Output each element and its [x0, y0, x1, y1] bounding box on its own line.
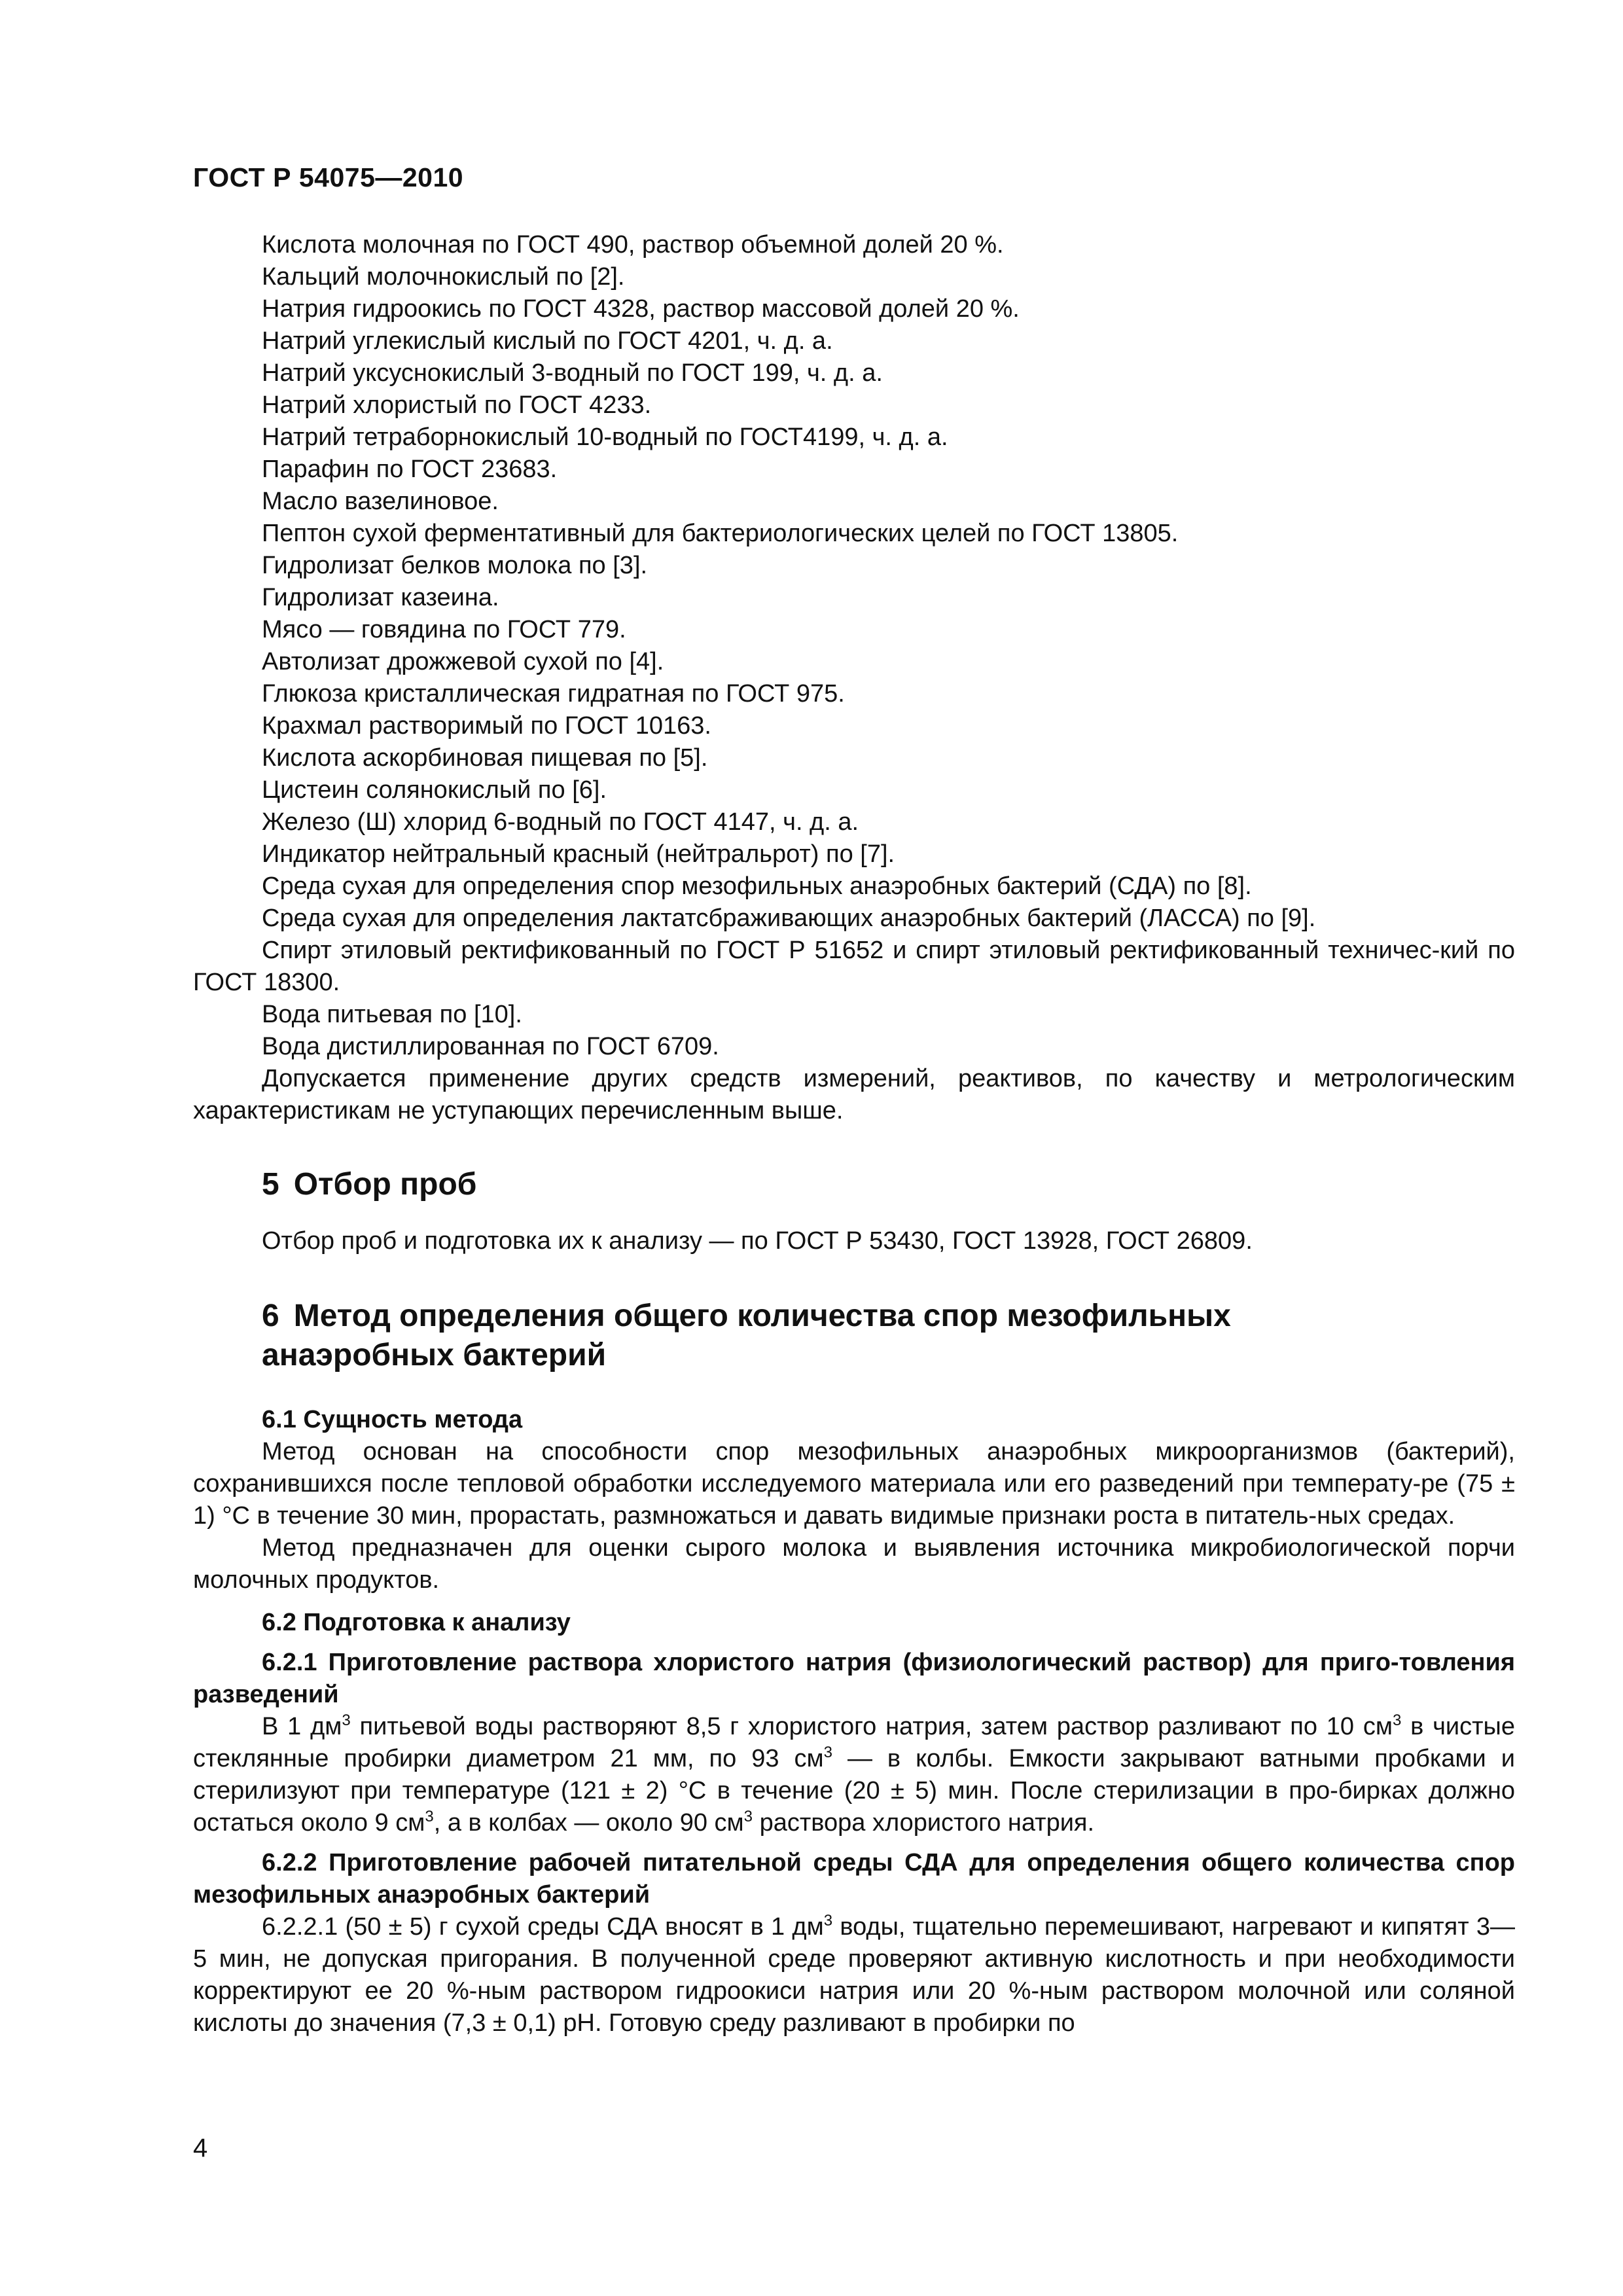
list-item: Среда сухая для определения спор мезофильных анаэробных бактерий (СДА) по [8]. [262, 872, 1252, 900]
list-item: Натрий уксуснокислый 3-водный по ГОСТ 199, ч. д. а. [262, 359, 883, 387]
section-title: Отбор проб [293, 1167, 477, 1202]
subsection-6-2-2-title: 6.2.2 Приготовление рабочей питательной среды СДА для определения общего количества спор мезофильных анаэробных бактерий [193, 1849, 1515, 1909]
list-item: Кислота молочная по ГОСТ 490, раствор объемной долей 20 %. [262, 231, 1004, 259]
list-item: Мясо — говядина по ГОСТ 779. [262, 616, 626, 643]
materials-list [193, 229, 1515, 1127]
list-item: Железо (Ш) хлорид 6-водный по ГОСТ 4147, ч. д. а. [262, 808, 859, 836]
list-item: Масло вазелиновое. [262, 488, 499, 515]
list-item: Натрий хлористый по ГОСТ 4233. [262, 391, 652, 419]
paragraph: Метод основан на способности спор мезофильных анаэробных микроорганизмов (бактерий), сохранившихся после тепловой обработки исследуемого материала или его разведений при температу-ре (75 ± 1) °С в течение 30 мин, прорастать, размножаться и давать видимые признаки роста в питатель-ных средах. [193, 1438, 1515, 1530]
section-number: 5 [262, 1167, 279, 1202]
list-item: Натрий тетраборнокислый 10-водный по ГОСТ4199, ч. д. а. [262, 423, 948, 451]
list-item: Автолизат дрожжевой сухой по [4]. [262, 648, 664, 675]
document-header: ГОСТ Р 54075—2010 [193, 162, 464, 192]
subsection-6-1-title: 6.1 Сущность метода [262, 1406, 523, 1433]
list-item: Глюкоза кристаллическая гидратная по ГОСТ 975. [262, 680, 845, 708]
paragraph-6-2-1: В 1 $дм^3$ питьевой воды растворяют 8,5 г хлористого натрия, затем раствор разливают по 10 $см^3$ в чистые стеклянные пробирки диаметром 21 мм, по 93 $см^3$ — в колбы. Емкости закрывают ватными пробками и стерилизуют при температуре (121 ± 2) °С в течение (20 ± 5) мин. После стерилизации в про-бирках должно остаться около 9 $см^3$, а в колбах — около 90 $см^3$ раствора хлористого натрия. [193, 1712, 1515, 1837]
list-item: Гидролизат белков молока по [3]. [262, 552, 648, 579]
list-item: Крахмал растворимый по ГОСТ 10163. [262, 712, 711, 740]
subsection-6-2-title: 6.2 Подготовка к анализу [262, 1609, 571, 1636]
list-item: Пептон сухой ферментативный для бактериологических целей по ГОСТ 13805. [262, 520, 1179, 547]
section-5-text: Отбор проб и подготовка их к анализу — по ГОСТ Р 53430, ГОСТ 13928, ГОСТ 26809. [262, 1227, 1253, 1255]
section-title-line-1: Метод определения общего количества спор мезофильных [293, 1299, 1231, 1333]
page-number: 4 [193, 2134, 208, 2162]
list-item: Натрия гидроокись по ГОСТ 4328, раствор массовой долей 20 %. [262, 295, 1020, 323]
list-item: Кислота аскорбиновая пищевая по [5]. [262, 744, 708, 772]
list-item: Кальций молочнокислый по [2]. [262, 263, 625, 291]
list-item: Допускается применение других средств измерений, реактивов, по качеству и метрологическим характеристикам не уступающих перечисленным выше. [193, 1065, 1515, 1124]
section-5-heading [193, 1165, 1515, 1204]
list-item: Парафин по ГОСТ 23683. [262, 456, 558, 483]
list-item: Индикатор нейтральный красный (нейтральрот) по [7]. [262, 840, 895, 868]
list-item: Вода дистиллированная по ГОСТ 6709. [262, 1033, 719, 1060]
list-item: Гидролизат казеина. [262, 584, 499, 611]
list-item: Среда сухая для определения лактатсбраживающих анаэробных бактерий (ЛАССА) по [9]. [262, 905, 1316, 932]
section-number: 6 [262, 1299, 279, 1333]
subsection-6-2-1-title: 6.2.1 Приготовление раствора хлористого натрия (физиологический раствор) для приго-товления разведений [193, 1649, 1515, 1708]
list-item: Спирт этиловый ректификованный по ГОСТ Р 51652 и спирт этиловый ректификованный техничес-кий по ГОСТ 18300. [193, 937, 1515, 996]
list-item: Натрий углекислый кислый по ГОСТ 4201, ч. д. а. [262, 327, 833, 355]
section-6-heading [193, 1297, 1515, 1375]
list-item: Вода питьевая по [10]. [262, 1001, 522, 1028]
paragraph: Метод предназначен для оценки сырого молока и выявления источника микробиологической порчи молочных продуктов. [193, 1534, 1515, 1594]
section-title-line-2: анаэробных бактерий [262, 1338, 607, 1372]
paragraph-6-2-2-1: 6.2.2.1 (50 ± 5) г сухой среды СДА вносят в 1 $дм^3$ воды, тщательно перемешивают, нагревают и кипятят 3—5 мин, не допуская пригорания. В полученной среде проверяют активную кислотность и при необходимости корректируют ее 20 %-ным раствором гидроокиси натрия или 20 %-ным раствором молочной или соляной кислоты до значения (7,3 ± 0,1) pH. Готовую среду разливают в пробирки по [193, 1912, 1516, 2037]
page-content [193, 229, 1515, 2039]
list-item: Цистеин солянокислый по [6]. [262, 776, 607, 804]
